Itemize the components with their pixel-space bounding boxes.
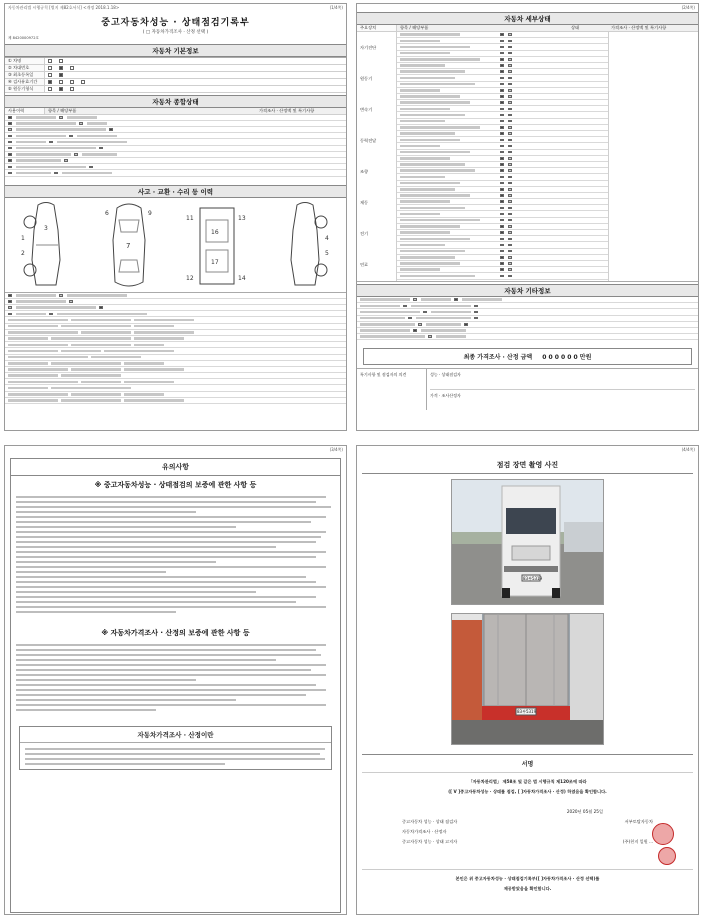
part-number: 1 xyxy=(21,234,26,242)
notice-title: 유의사항 xyxy=(11,459,340,476)
section-other-info: 자동차 기타정보 xyxy=(357,284,698,297)
company-name: 서부토탈자동차 xyxy=(624,819,653,824)
other-info-table xyxy=(357,297,698,345)
group-label: 원동기 xyxy=(360,75,373,81)
general-header-row xyxy=(5,108,346,115)
general-status-lines xyxy=(5,115,346,177)
detail-lines xyxy=(397,32,608,281)
final-price-value: 0 0 0 0 0 0 만원 xyxy=(542,354,592,361)
row-value xyxy=(45,58,346,64)
row-label: ⑤ 원동기형식 xyxy=(5,86,45,92)
form-reference: 자동차관리법 시행규칙 [별지 제82호서식] <개정 2018.1.18> xyxy=(8,5,120,10)
license-plate: 83부5319 xyxy=(517,709,537,714)
page-title: 중고자동차성능 · 상태점검기록부 xyxy=(101,18,250,28)
notice-box xyxy=(10,458,341,913)
table-row xyxy=(5,79,346,86)
signer-row xyxy=(362,837,693,847)
inspector-label: 성능 · 상태점검자 xyxy=(430,372,695,390)
red-seal-stamp xyxy=(658,847,676,865)
row-value xyxy=(45,65,346,71)
inspector-label: 중고자동차 성능 · 상태 점검자 xyxy=(402,819,458,824)
group-column xyxy=(357,32,397,281)
photo-section-title: 점검 장면 촬영 사진 xyxy=(362,454,693,474)
truck-rear-image xyxy=(452,614,603,744)
page-3 xyxy=(4,445,347,915)
truck-front-photo xyxy=(451,479,604,605)
definition-title: 자동차가격조사 · 산정이란 xyxy=(20,727,331,743)
row-label: ④ 검사유효기간 xyxy=(5,79,45,85)
signature-title: 서명 xyxy=(362,755,693,773)
opinion-label: 특기사항 및 점검자의 의견 xyxy=(357,369,427,410)
accident-table xyxy=(5,293,346,413)
signature-cells xyxy=(427,369,698,410)
license-plate: 83부5319 xyxy=(523,576,543,581)
red-seal-stamp xyxy=(652,823,674,845)
row-label: ② 차대번호 xyxy=(5,65,45,71)
table-row xyxy=(5,58,346,65)
general-status-grid xyxy=(5,115,346,183)
part-number: 5 xyxy=(324,249,329,257)
appraiser-label: 가격 · 조사산정자 xyxy=(430,393,461,398)
column-header: 사용이력 xyxy=(5,108,45,114)
company-name-2: (주)천지 일원 ... xyxy=(622,839,653,844)
detail-status-table xyxy=(357,32,698,282)
appraiser-label: 자동차가격조사 · 산정자 xyxy=(402,829,447,834)
truck-rear-photo xyxy=(451,613,604,745)
group-label: 전기 xyxy=(360,231,369,237)
definition-box xyxy=(19,726,332,770)
group-label: 동력전달 xyxy=(360,137,377,143)
page-number: (2/4쪽) xyxy=(681,5,695,10)
notice-body-2 xyxy=(11,642,340,712)
row-value xyxy=(45,79,346,85)
notice-section-1: ※ 중고자동차성능 · 상태점검의 보증에 관한 사항 등 xyxy=(94,481,257,489)
part-number: 12 xyxy=(185,274,194,282)
accident-diagram xyxy=(5,198,346,293)
section-accident-history: 사고 · 교환 · 수리 등 이력 xyxy=(5,185,346,198)
part-number: 11 xyxy=(185,214,194,222)
row-value xyxy=(45,72,346,78)
document-number: 제 8420000972호 xyxy=(8,36,39,40)
signer-row xyxy=(362,817,693,827)
final-price-label: 최종 가격조사 · 산정 금액 xyxy=(463,354,533,361)
page-number: (4/4쪽) xyxy=(681,447,695,452)
car-left-side-icon xyxy=(16,200,76,290)
table-row xyxy=(5,86,346,93)
column-header: 항목 / 해당부품 xyxy=(400,25,429,30)
section-detail-status: 자동차 세부상태 xyxy=(357,12,698,25)
notice-section-2: ※ 자동차가격조사 · 산정의 보증에 관한 사항 등 xyxy=(101,629,250,637)
group-label: 변속기 xyxy=(360,106,373,112)
page-4 xyxy=(356,445,699,915)
table-row xyxy=(5,72,346,79)
part-number: 2 xyxy=(21,249,26,257)
page-subtitle: ( □ 자동차가격조사 · 산정 선택 ) xyxy=(142,30,209,35)
table-row xyxy=(5,65,346,72)
column-header: 주요장치 xyxy=(357,25,397,31)
part-number: 14 xyxy=(237,274,246,282)
part-number: 9 xyxy=(148,209,152,217)
column-header: 상태 xyxy=(571,25,580,30)
signer-row xyxy=(362,827,693,837)
page-number: (3/4쪽) xyxy=(329,447,343,452)
remarks-column xyxy=(608,32,698,281)
page-number: (1/4쪽) xyxy=(329,5,343,10)
part-number: 13 xyxy=(237,214,246,222)
group-label: 제동 xyxy=(360,200,369,206)
row-value xyxy=(45,86,346,92)
column-header: 가격조사 · 산정액 및 특기사항 xyxy=(259,107,315,113)
signature-statement-2: ([ V ]중고자동차성능 · 상태를 점검, [ ]자동차가격조사 · 산정) 하였음을 확인합니다. xyxy=(448,789,607,794)
receipt-statement-2: 제공받았음을 확인합니다. xyxy=(503,886,552,891)
inspector-opinion xyxy=(357,368,698,410)
notice-body-1 xyxy=(11,494,340,614)
part-number: 6 xyxy=(105,209,109,217)
signature-statement-1: 「자동차관리법」 제58조 및 같은 법 시행규칙 제120조에 따라 xyxy=(468,779,587,784)
part-number: 16 xyxy=(210,228,219,236)
signature-section xyxy=(362,754,693,894)
section-basic-info: 자동차 기본정보 xyxy=(5,44,346,57)
group-label: 자기진단 xyxy=(360,44,377,50)
part-number: 4 xyxy=(324,234,329,242)
group-label: 조향 xyxy=(360,169,369,175)
part-number: 3 xyxy=(44,224,49,232)
car-right-side-icon xyxy=(275,200,335,290)
page-1 xyxy=(4,3,347,431)
final-price-box xyxy=(363,348,692,365)
truck-front-image xyxy=(452,480,603,604)
receipt-statement-1: 본인은 위 중고자동차성능 · 상태점검기록부([ ]자동차가격조사 · 산정 선택)를 xyxy=(362,869,693,884)
signature-date: 2020년 05월 25일 xyxy=(566,809,603,814)
basic-info-table xyxy=(5,57,346,93)
row-label: ① 차명 xyxy=(5,58,45,64)
detail-header-row xyxy=(357,25,698,32)
column-header: 가격조사 · 산정액 및 특기사항 xyxy=(611,25,667,30)
car-top-view-icon xyxy=(99,200,159,290)
notice-giver-label: 중고자동차 성능 · 상태 고지자 xyxy=(402,839,458,844)
group-label: 연료 xyxy=(360,262,369,268)
column-header: 항목 / 해당부품 xyxy=(48,107,77,113)
part-number: 7 xyxy=(126,241,131,250)
section-general-status: 자동차 종합상태 xyxy=(5,95,346,108)
part-number: 17 xyxy=(210,258,219,266)
page-2 xyxy=(356,3,699,431)
row-label: ③ 최초등록일 xyxy=(5,72,45,78)
car-frame-diagram-icon xyxy=(182,200,252,290)
